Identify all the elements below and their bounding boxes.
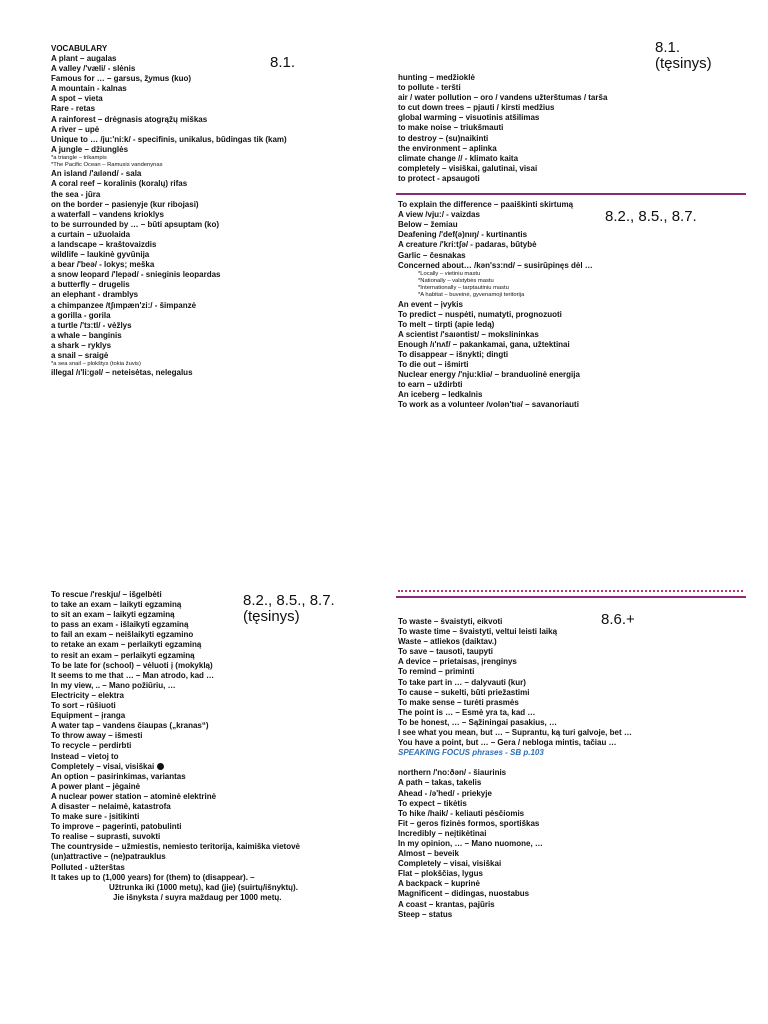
vocabulary-line: a snow leopard /'lepəd/ - snieginis leopardas [51,270,221,280]
vocabulary-lines [51,590,381,903]
vocabulary-list-bottom-left [51,590,381,903]
vocabulary-line: Almost – beveik [398,849,459,859]
vocabulary-line: A nuclear power station – atominė elektrinė [51,791,217,801]
vocabulary-line: To be late for (school) – vėluoti į (mokyklą) [51,660,213,670]
vocabulary-line: A creature /'kri:tʃə/ - padaras, būtybė [398,240,537,250]
vocabulary-line: A water tap – vandens čiaupas („kranas“) [51,721,209,731]
vocabulary-line: An option – pasirinkimas, variantas [51,771,186,781]
vocabulary-line: To recycle – perdirbti [51,741,132,751]
section-marker-8-6-plus: 8.6.+ [601,611,635,628]
vocabulary-lines [398,73,748,184]
bullet-dot-icon [157,763,164,770]
section-marker-8-1: 8.1. [270,54,296,71]
vocabulary-line: A mountain - kalnas [51,84,127,94]
vocabulary-line: A valley /'væli/ - slėnis [51,64,136,74]
vocabulary-line: to earn – uždirbti [398,380,463,390]
vocabulary-line: A river – upė [51,124,100,134]
vocabulary-line: Famous for … – garsus, ž̧ymus (kuo) [51,74,192,84]
vocabulary-line: To improve – pagerinti, patobulinti [51,822,182,832]
vocabulary-line: A jungle – džiunglės [51,144,129,154]
vocabulary-line: a curtain – užuolaida [51,229,131,239]
vocabulary-line: To waste – švaistyti, eikvoti [398,617,503,626]
vocabulary-line: to retake an exam – perlaikyti egzaminą [51,640,202,650]
vocabulary-lines [398,617,748,748]
vocabulary-line: *A habitat – buveinė, gyvenamoji teritorija [418,292,525,299]
vocabulary-line: You have a point, but … – Gera / nebloga mintis, tačiau … [398,738,617,748]
vocabulary-line: An island /'aılənd/ - sala [51,169,142,179]
vocabulary-line: A disaster – nelaimė, katastrofa [51,801,171,811]
vocabulary-line: To hike /haik/ - keliauti pėsčiomis [398,808,525,818]
vocabulary-line: To melt – tirpti (apie ledą) [398,319,495,329]
vocabulary-line: Completely – visai, visiškai [398,859,502,869]
vocabulary-line: A device – prietaisas, įrenginys [398,657,517,667]
vocabulary-line: To work as a volunteer /volən'tıə/ – savanoriauti [398,400,579,410]
vocabulary-line: completely – visiškai, galutinai, visai [398,163,538,173]
vocabulary-line: To sort – rūšiuoti [51,701,116,711]
vocabulary-line: Jie išnyksta / suyra maždaug per 1000 metų. [113,892,282,902]
spacer [398,758,748,768]
vocabulary-line: To make sense – turėti prasmės [398,697,519,707]
vocabulary-line: *a sea snail – plokštys (tokia žuvis) [51,361,141,368]
vocabulary-line: to protect - apsaugoti [398,173,480,183]
vocabulary-line: to sit an exam – laikyti egzaminą [51,610,175,620]
vocabulary-line: In my opinion, … – Mano nuomone, … [398,838,543,848]
vocabulary-line: a gorilla - gorila [51,310,111,320]
vocabulary-line: a chimpanzee /tʃımpæn'zi:/ - šimpanzė [51,300,197,310]
vocabulary-line: to fail an exam – neišlaikyti egzamino [51,630,194,640]
vocabulary-line: A power plant – jėgainė [51,781,141,791]
vocabulary-line: Incredibly – neįtikėtinai [398,828,487,838]
section-marker-8-2-8-5-8-7-continued: 8.2., 8.5., 8.7. (tęsinys) [243,592,335,625]
vocabulary-line: to take an exam – laikyti egzaminą [51,600,182,610]
vocabulary-line: Ahead - /ə'hed/ - priekyje [398,788,492,798]
vocabulary-list-top-right [398,73,748,411]
vocabulary-lines [398,200,748,411]
vocabulary-line: Steep – status [398,909,453,919]
vocabulary-line: To remind – priminti [398,667,475,677]
vocabulary-line: To save – tausoti, taupyti [398,647,493,657]
vocabulary-line: illegal /ı'li:gəl/ – neteisėtas, nelegalus [51,368,193,378]
vocabulary-line: to cut down trees – pjauti / kirsti medžius [398,103,555,113]
vocabulary-line: A plant – augalas [51,54,117,63]
vocabulary-line: Polluted - užterštas [51,862,125,872]
vocabulary-line: the sea - jūra [51,189,101,199]
vocabulary-line: Fit – geros fizinės formos, sportiškas [398,818,540,828]
vocabulary-line: air / water pollution – oro / vandens užterštumas / tarša [398,93,608,103]
vocabulary-line: to be surrounded by … – būti apsuptam (ko) [51,219,220,229]
vocabulary-line: Completely – visai, visiškai [51,762,381,772]
section-divider [396,596,746,598]
speaking-focus-reference: SPEAKING FOCUS phrases - SB p.103 [398,748,544,758]
vocabulary-line: An iceberg – ledkalnis [398,390,483,400]
vocabulary-line: To be honest, … – Sąžiningai pasakius, … [398,717,557,727]
vocabulary-line: Flat – plokščias, lygus [398,869,483,879]
vocabulary-line: Deafening /'def(ə)nıŋ/ - kurtinantis [398,230,528,240]
vocabulary-line: To die out – išmirti [398,360,469,370]
vocabulary-line: *Locally – vietiniu mastu [418,270,481,277]
vocabulary-line: The countryside – užmiestis, nemiesto teritorija, kaimiška vietovė [51,842,300,852]
vocabulary-line: Garlic – česnakas [398,250,466,260]
vocabulary-lines [51,54,381,378]
vocabulary-lines [398,768,748,919]
vocabulary-line: *The Pacific Ocean – Ramusis vandenynas [51,162,163,169]
vocabulary-line: (un)attractive – (ne)patrauklus [51,852,166,862]
vocabulary-line: the environment – aplinka [398,143,497,153]
vocabulary-line: To waste time – švaistyti, veltui leisti laiką [398,627,558,637]
vocabulary-list-top-left [51,44,381,378]
vocabulary-line: to pass an exam - išlaikyti egzaminą [51,620,189,630]
vocabulary-line: To cause – sukelti, būti priežastimi [398,687,530,697]
vocabulary-line: an elephant - dramblys [51,290,139,300]
vocabulary-line: To realise – suprasti, suvokti [51,832,161,842]
vocabulary-line: To throw away – išmesti [51,731,143,741]
vocabulary-line: In my view, .. – Mano požiūriu, … [51,680,176,690]
vocabulary-line: It seems to me that … – Man atrodo, kad … [51,670,215,680]
spacer [398,184,748,200]
vocabulary-line: Rare - retas [51,104,96,114]
vocabulary-line: to destroy – (su)naikinti [398,133,489,143]
vocabulary-line: To rescue /'reskju/ – išgelbėti [51,590,162,599]
vocabulary-line: To make sure - įsitikinti [51,812,140,822]
vocabulary-line: on the border – pasienyje (kur ribojasi) [51,199,199,209]
vocabulary-line: I see what you mean, but … – Suprantu, ką turi galvoje, bet … [398,728,632,738]
vocabulary-line: global warming – visuotinis atšilimas [398,113,540,123]
vocabulary-line: Užtrunka iki (1000 metų), kad (jie) (suirtų/išnyktų). [109,882,298,892]
vocabulary-line: to resit an exam – perlaikyti egzaminą [51,650,195,660]
vocabulary-line: Nuclear energy /'nju:kliə/ – branduolinė energija [398,370,580,380]
vocabulary-line: A path – takas, takelis [398,778,482,788]
vocabulary-line: To expect – tikėtis [398,798,467,808]
section-marker-8-1-continued: 8.1. (tęsinys) [655,39,712,72]
vocabulary-title: VOCABULARY [51,44,108,53]
vocabulary-line: To take part in … – dalyvauti (kur) [398,677,526,687]
vocabulary-line: hunting – medžioklė [398,73,475,82]
vocabulary-line: *a triangle – trikampis [51,154,107,161]
vocabulary-line: northern /'no:ðən/ - šiaurinis [398,768,507,778]
vocabulary-line: Equipment – įranga [51,711,126,721]
vocabulary-line: Waste – atliekos (daiktav.) [398,637,497,647]
vocabulary-line: to make noise – triukšmauti [398,123,504,133]
vocabulary-line: wildlife – laukinė gyvūnija [51,250,150,260]
vocabulary-line: a whale – banginis [51,330,122,340]
vocabulary-line: a bear /'beə/ - lokys; meška [51,260,155,270]
vocabulary-line: It takes up to (1,000 years) for (them) to (disappear). – [51,872,255,882]
vocabulary-line: to pollute - teršti [398,83,461,93]
vocabulary-line: To predict – nuspėti, numatyti, prognozuoti [398,309,562,319]
vocabulary-line: a turtle /'tɜ:tl/ - vėžlys [51,320,132,330]
dotted-divider [398,590,743,592]
vocabulary-line: Unique to … /ju:'ni:k/ - specifinis, unikalus, būdingas tik (kam) [51,134,287,144]
vocabulary-line: A coast – krantas, pajūris [398,899,495,909]
vocabulary-line: A rainforest – drėgnasis atogrąžų miškas [51,114,208,124]
vocabulary-line: *Nationally – valstybės mastu [418,277,494,284]
vocabulary-line: A backpack – kuprinė [398,879,480,889]
vocabulary-line: A spot – vieta [51,94,103,104]
vocabulary-line: Magnificent – didingas, nuostabus [398,889,530,899]
vocabulary-line: The point is … – Esmė yra ta, kad … [398,707,536,717]
vocabulary-line: An event – įvykis [398,299,463,309]
vocabulary-line: A view /vju:/ - vaizdas [398,210,480,220]
section-marker-8-2-8-5-8-7: 8.2., 8.5., 8.7. [605,208,697,225]
vocabulary-line: a waterfall – vandens krioklys [51,209,164,219]
vocabulary-line: Concerned about… /kən'sɜ:nd/ – susirūpinęs dėl … [398,260,593,270]
vocabulary-line: a landscape – kraštovaizdis [51,240,157,249]
vocabulary-line: Electricity – elektra [51,690,124,700]
vocabulary-line: a butterfly – drugelis [51,280,130,290]
vocabulary-line: To explain the difference – paaiškinti skirtumą [398,200,574,210]
vocabulary-line: Instead – vietoj to [51,751,119,761]
vocabulary-line: climate change // - klimato kaita [398,153,519,163]
vocabulary-line: Below – žemiau [398,220,458,230]
vocabulary-line: To disappear – išnykti; dingti [398,349,509,359]
vocabulary-line: A coral reef – koralinis (koralų) rifas [51,179,188,189]
vocabulary-line: *Internationally – tarptautiniu mastu [418,285,509,292]
vocabulary-line: a shark – ryklys [51,340,112,350]
vocabulary-list-bottom-right [398,617,748,920]
vocabulary-line: A scientist /'saıəntist/ – mokslininkas [398,329,539,339]
vocabulary-line: a snail – sraigė [51,351,109,361]
vocabulary-line: Enough /ı'nʌf/ – pakankamai, gana, užtektinai [398,339,570,349]
